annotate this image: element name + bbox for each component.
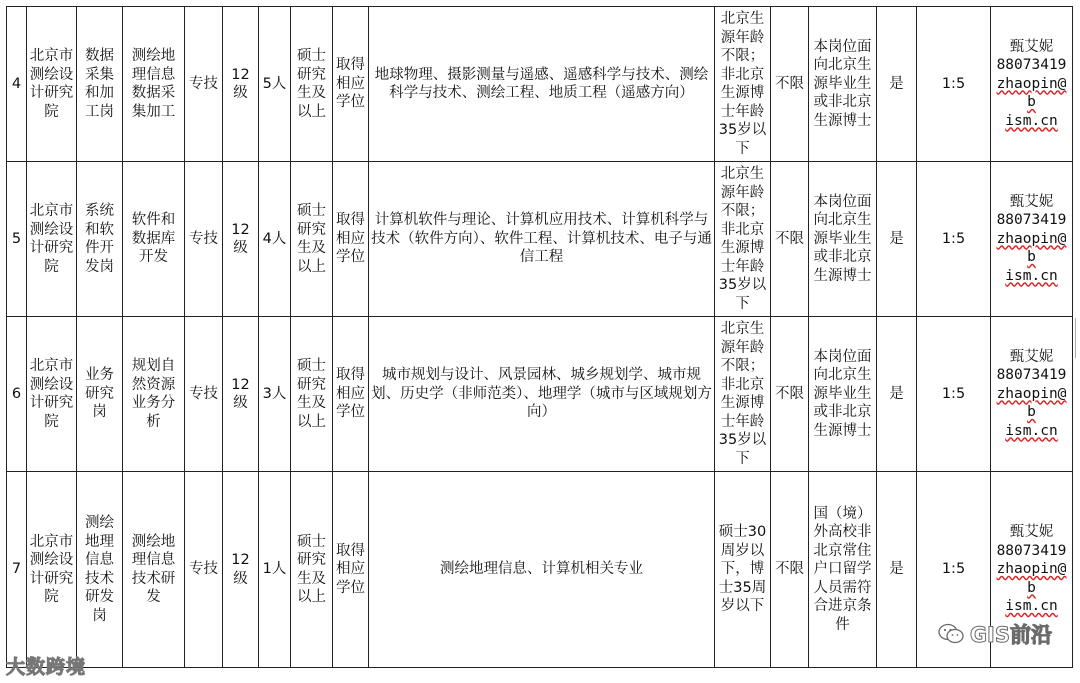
political-requirement: 不限 — [771, 472, 809, 668]
table-row — [7, 317, 1073, 472]
position-description: 软件和数据库开发 — [123, 162, 185, 317]
position-level: 12级 — [223, 7, 259, 162]
contact-email-line-2: ism.cn — [1005, 267, 1058, 284]
education-requirement: 硕士研究生及以上 — [291, 317, 333, 472]
age-requirement: 北京生源年龄不限；非北京生源博士年龄35岁以下 — [715, 7, 771, 162]
degree-requirement: 取得相应学位 — [333, 317, 369, 472]
other-requirement: 国（境）外高校非北京常住户口留学人员需符合进京条件 — [809, 472, 877, 668]
position-description: 测绘地理信息数据采集加工 — [123, 7, 185, 162]
position-name: 数据采集和加工岗 — [77, 7, 123, 162]
row-number: 7 — [7, 472, 27, 668]
position-category: 专技 — [185, 472, 223, 668]
exam-required: 是 — [877, 317, 917, 472]
contact-phone: 88073419 — [996, 367, 1067, 384]
watermark-right — [938, 619, 1052, 649]
education-requirement: 硕士研究生及以上 — [291, 7, 333, 162]
other-requirement: 本岗位面向北京生源毕业生或非北京生源博士 — [809, 317, 877, 472]
scroll-edge-indicator — [1075, 318, 1080, 358]
contact-name: 甄艾妮 — [1009, 348, 1054, 365]
position-category: 专技 — [185, 7, 223, 162]
hiring-count: 1人 — [259, 472, 291, 668]
contact-email-line-1: zhaopin@b — [996, 230, 1067, 266]
contact-email-line-1: zhaopin@b — [996, 561, 1067, 596]
education-requirement: 硕士研究生及以上 — [291, 162, 333, 317]
contact-phone: 88073419 — [996, 57, 1067, 74]
table-row — [7, 7, 1073, 162]
contact-name: 甄艾妮 — [1009, 193, 1054, 210]
other-requirement: 本岗位面向北京生源毕业生或非北京生源博士 — [809, 162, 877, 317]
political-requirement: 不限 — [771, 162, 809, 317]
degree-requirement: 取得相应学位 — [333, 472, 369, 668]
wechat-icon — [938, 623, 964, 645]
age-requirement: 北京生源年龄不限；非北京生源博士年龄35岁以下 — [715, 162, 771, 317]
interview-ratio: 1:5 — [917, 317, 991, 472]
contact-name: 甄艾妮 — [1009, 524, 1054, 541]
position-level: 12级 — [223, 472, 259, 668]
position-name: 测绘地理信息技术研发岗 — [77, 472, 123, 668]
degree-requirement: 取得相应学位 — [333, 7, 369, 162]
position-description: 测绘地理信息技术研发 — [123, 472, 185, 668]
contact-email-line-1: zhaopin@b — [996, 385, 1067, 421]
position-level: 12级 — [223, 162, 259, 317]
position-name: 系统和软件开发岗 — [77, 162, 123, 317]
unit-name: 北京市测绘设计研究院 — [27, 162, 77, 317]
contact-phone: 88073419 — [996, 542, 1067, 559]
unit-name: 北京市测绘设计研究院 — [27, 7, 77, 162]
exam-required: 是 — [877, 7, 917, 162]
row-number: 6 — [7, 317, 27, 472]
watermark-left: 大数跨境 — [6, 656, 87, 678]
row-number: 5 — [7, 162, 27, 317]
contact-info — [991, 7, 1073, 162]
interview-ratio: 1:5 — [917, 7, 991, 162]
unit-name: 北京市测绘设计研究院 — [27, 317, 77, 472]
other-requirement: 本岗位面向北京生源毕业生或非北京生源博士 — [809, 7, 877, 162]
position-description: 规划自然资源业务分析 — [123, 317, 185, 472]
education-requirement: 硕士研究生及以上 — [291, 472, 333, 668]
contact-email-line-1: zhaopin@b — [996, 75, 1067, 111]
contact-name: 甄艾妮 — [1009, 38, 1054, 55]
degree-requirement: 取得相应学位 — [333, 162, 369, 317]
position-level: 12级 — [223, 317, 259, 472]
age-requirement: 北京生源年龄不限；非北京生源博士年龄35岁以下 — [715, 317, 771, 472]
unit-name: 北京市测绘设计研究院 — [27, 472, 77, 668]
political-requirement: 不限 — [771, 317, 809, 472]
position-name: 业务研究岗 — [77, 317, 123, 472]
contact-email-line-2: ism.cn — [1005, 112, 1058, 129]
table-row — [7, 162, 1073, 317]
interview-ratio: 1:5 — [917, 472, 991, 668]
position-category: 专技 — [185, 162, 223, 317]
watermark-right-text: GIS前沿 — [969, 623, 1052, 647]
exam-required: 是 — [877, 162, 917, 317]
exam-required: 是 — [877, 472, 917, 668]
row-number: 4 — [7, 7, 27, 162]
contact-info — [991, 317, 1073, 472]
contact-email-line-2: ism.cn — [1005, 598, 1058, 615]
political-requirement: 不限 — [771, 7, 809, 162]
job-listing-table — [6, 6, 1073, 668]
hiring-count: 4人 — [259, 162, 291, 317]
age-requirement: 硕士30周岁以下，博士35周岁以下 — [715, 472, 771, 668]
major-requirement: 计算机软件与理论、计算机应用技术、计算机科学与技术（软件方向）、软件工程、计算机技术、电子与通信工程 — [369, 162, 715, 317]
hiring-count: 5人 — [259, 7, 291, 162]
major-requirement: 测绘地理信息、计算机相关专业 — [369, 472, 715, 668]
contact-email-line-2: ism.cn — [1005, 422, 1058, 439]
hiring-count: 3人 — [259, 317, 291, 472]
major-requirement: 城市规划与设计、风景园林、城乡规划学、城市规划、历史学（非师范类）、地理学（城市与区域规划方向） — [369, 317, 715, 472]
major-requirement: 地球物理、摄影测量与遥感、遥感科学与技术、测绘科学与技术、测绘工程、地质工程（遥感方向） — [369, 7, 715, 162]
contact-info — [991, 162, 1073, 317]
contact-phone: 88073419 — [996, 212, 1067, 229]
interview-ratio: 1:5 — [917, 162, 991, 317]
position-category: 专技 — [185, 317, 223, 472]
table-row — [7, 472, 1073, 668]
